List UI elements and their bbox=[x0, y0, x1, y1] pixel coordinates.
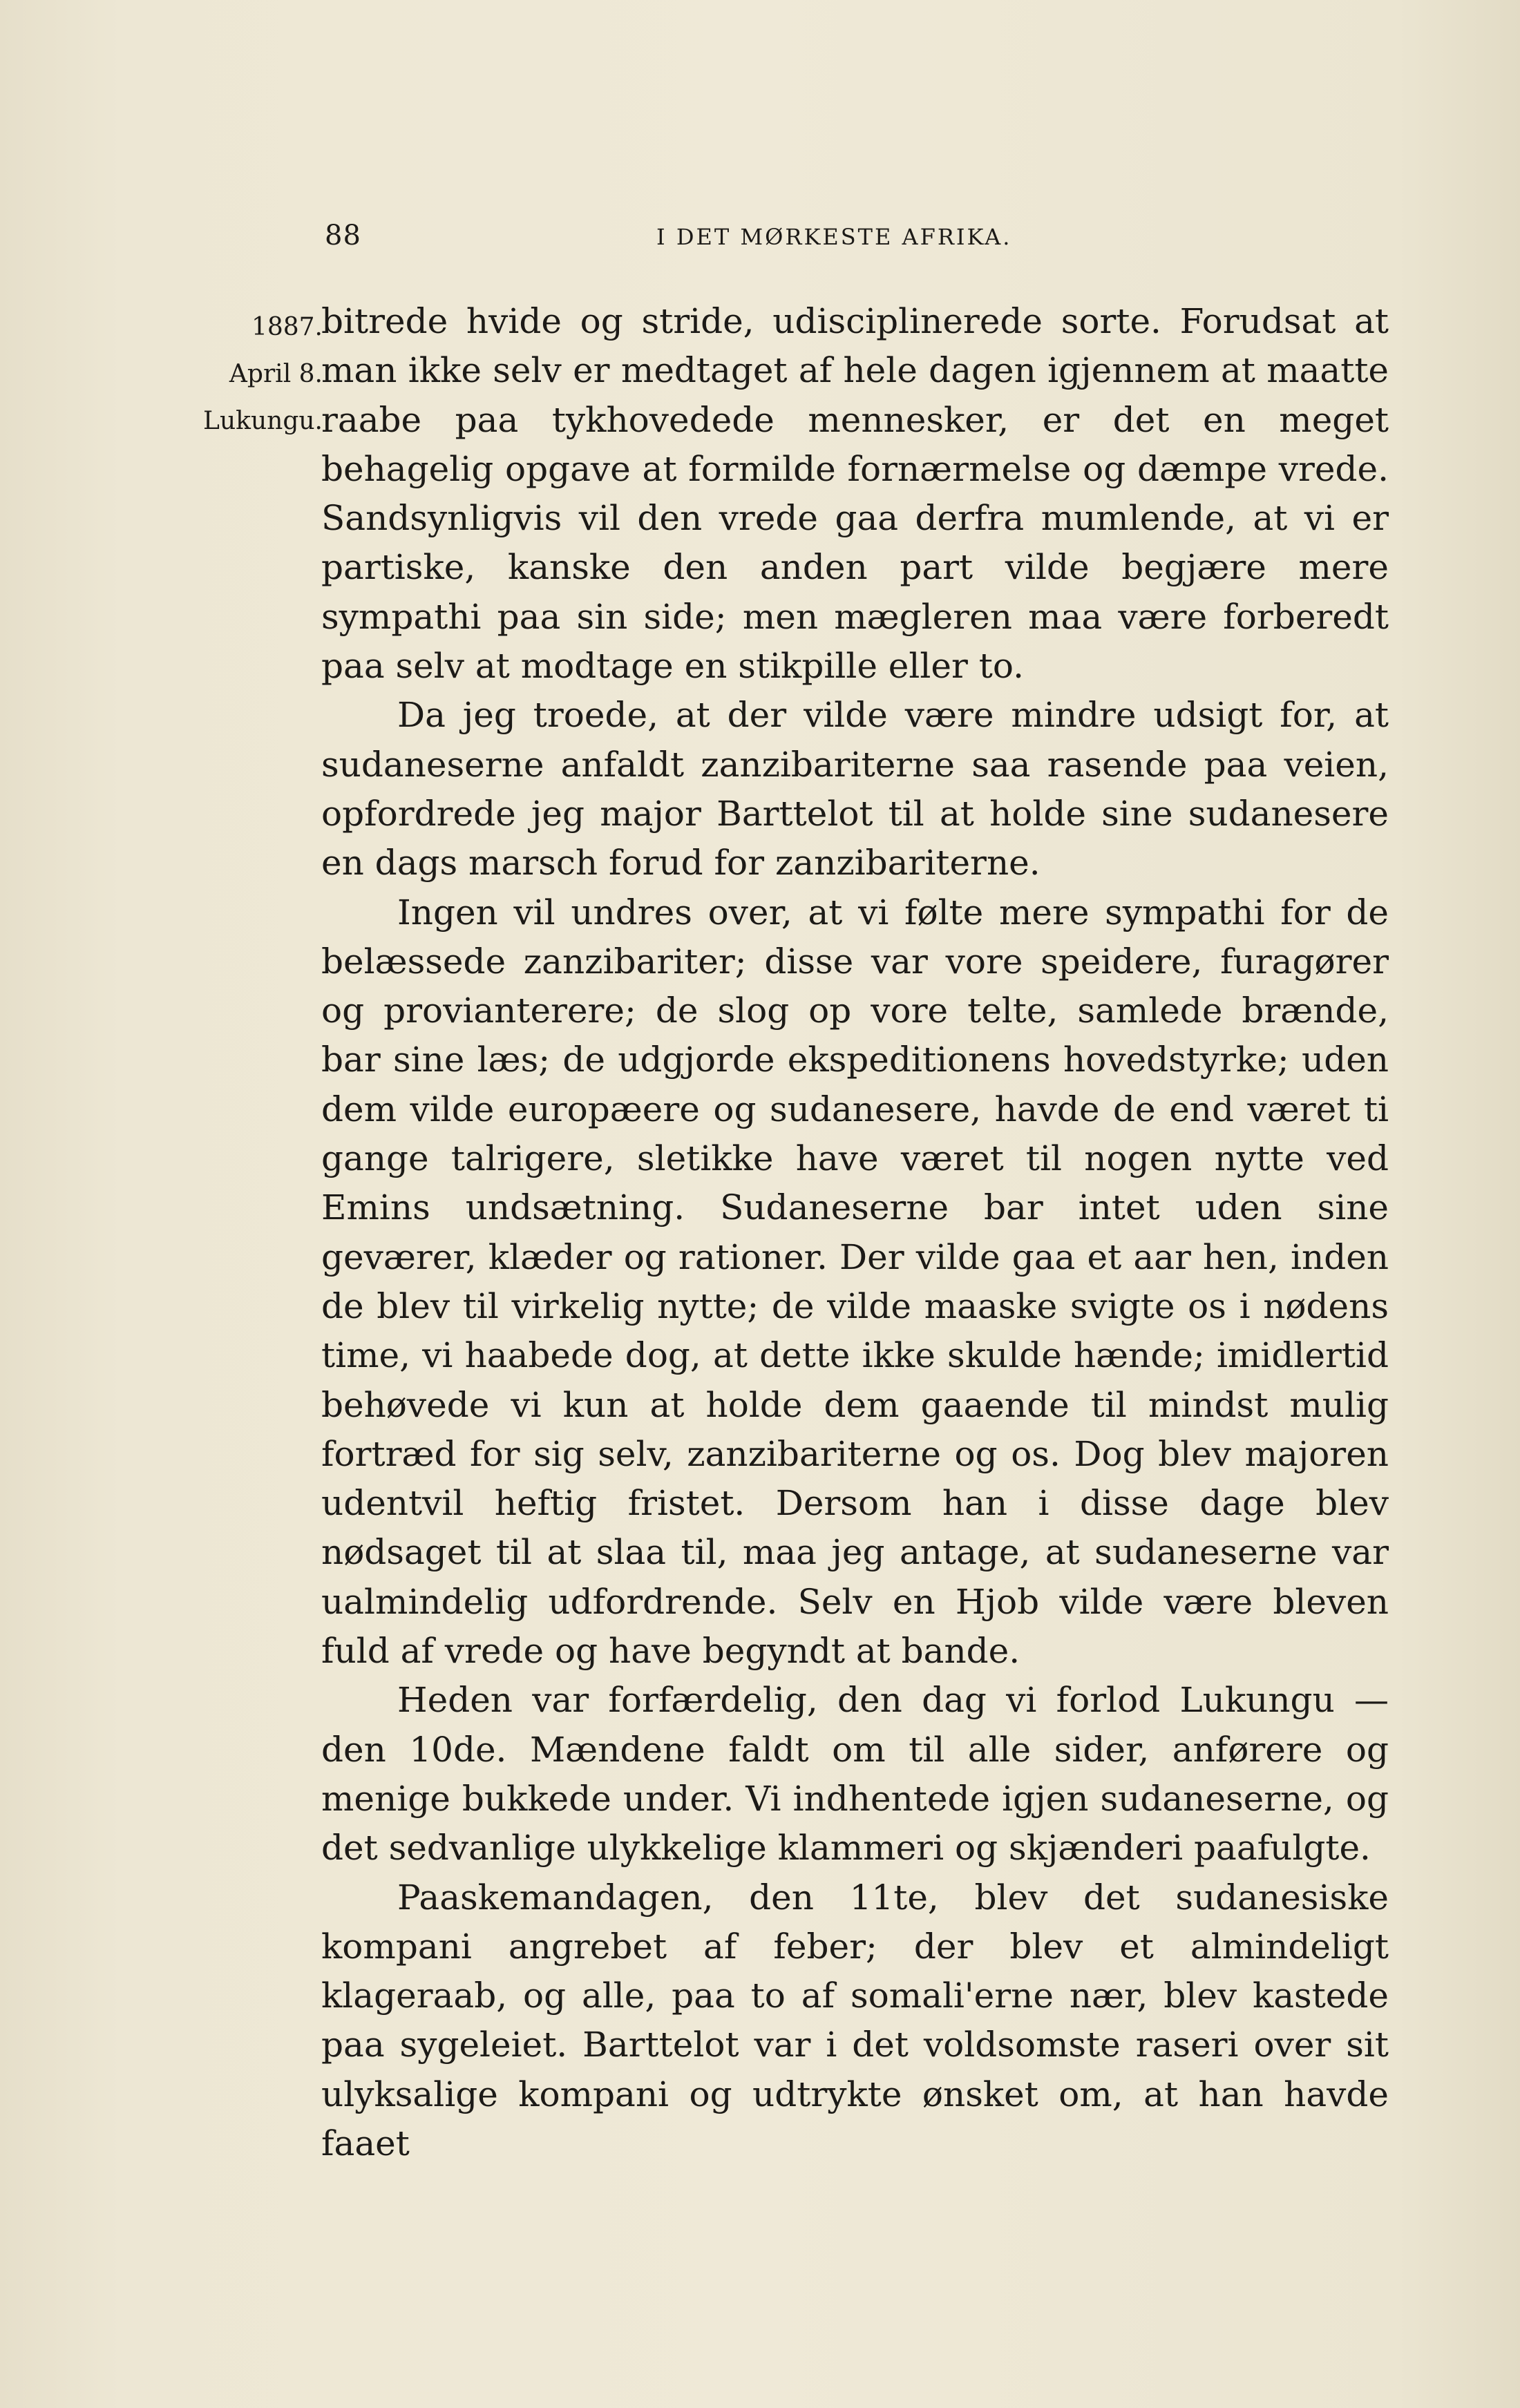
paragraph: Ingen vil undres over, at vi følte mere sympathi for de belæssede zanzibariter; disse var vore speidere, furagører og provianterere; de slog op vore telte, samlede brænde, bar sine læs; de udgjorde ekspeditionens hovedstyrke; uden dem vilde europæere og sudanesere, havde de end været ti gange talrigere, sletikke have været til nogen nytte ved Emins undsætning. Sudaneserne bar intet uden sine geværer, klæder og rationer. Der vilde gaa et aar hen, inden de blev til virkelig nytte; de vilde maaske svigte os i nødens time, vi haabede dog, at dette ikke skulde hænde; imidlertid behøvede vi kun at holde dem gaaende til mindst mulig fortræd for sig selv, zanzibariterne og os. Dog blev majoren udentvil heftig fristet. Dersom han i disse dage blev nødsaget til at slaa til, maa jeg antage, at sudaneserne var ualmindelig udfordrende. Selv en Hjob vilde være bleven fuld af vrede og have begyndt at bande. bbox=[321, 892, 1389, 1672]
page-number: 88 bbox=[325, 220, 361, 251]
margin-notes bbox=[181, 304, 323, 445]
margin-note-year: 1887. bbox=[251, 313, 323, 341]
body-text bbox=[321, 297, 1389, 2168]
margin-note-place: Lukungu. bbox=[203, 407, 323, 435]
page-header bbox=[325, 220, 1389, 261]
margin-note-date: April 8. bbox=[229, 360, 323, 388]
running-title: I DET MØRKESTE AFRIKA. bbox=[656, 224, 1012, 250]
paragraph: bitrede hvide og stride, udisciplinerede sorte. Forudsat at man ikke selv er medtaget af hele dagen igjennem at maatte raabe paa tykhovedede mennesker, er det en meget behagelig opgave at formilde fornærmelse og dæmpe vrede. Sandsynligvis vil den vrede gaa derfra mumlende, at vi er partiske, kanske den anden part vilde begjære mere sympathi paa sin side; men mægleren maa være forberedt paa selv at modtage en stikpille eller to. bbox=[321, 301, 1389, 687]
paragraph: Paaskemandagen, den 11te, blev det sudanesiske kompani angrebet af feber; der blev et almindeligt klageraab, og alle, paa to af somali'erne nær, blev kastede paa sygeleiet. Barttelot var i det voldsomste raseri over sit ulyksalige kompani og udtrykte ønsket om, at han havde faaet bbox=[321, 1877, 1389, 2163]
paragraph: Da jeg troede, at der vilde være mindre udsigt for, at sudaneserne anfaldt zanzibariterne saa rasende paa veien, opfordrede jeg major Barttelot til at holde sine sudanesere en dags marsch forud for zanzibariterne. bbox=[321, 695, 1389, 883]
paragraph: Heden var forfærdelig, den dag vi forlod Lukungu — den 10de. Mændene faldt om til alle sider, anførere og menige bukkede under. Vi indhentede igjen sudaneserne, og det sedvanlige ulykkelige klammeri og skjænderi paafulgte. bbox=[321, 1680, 1389, 1869]
